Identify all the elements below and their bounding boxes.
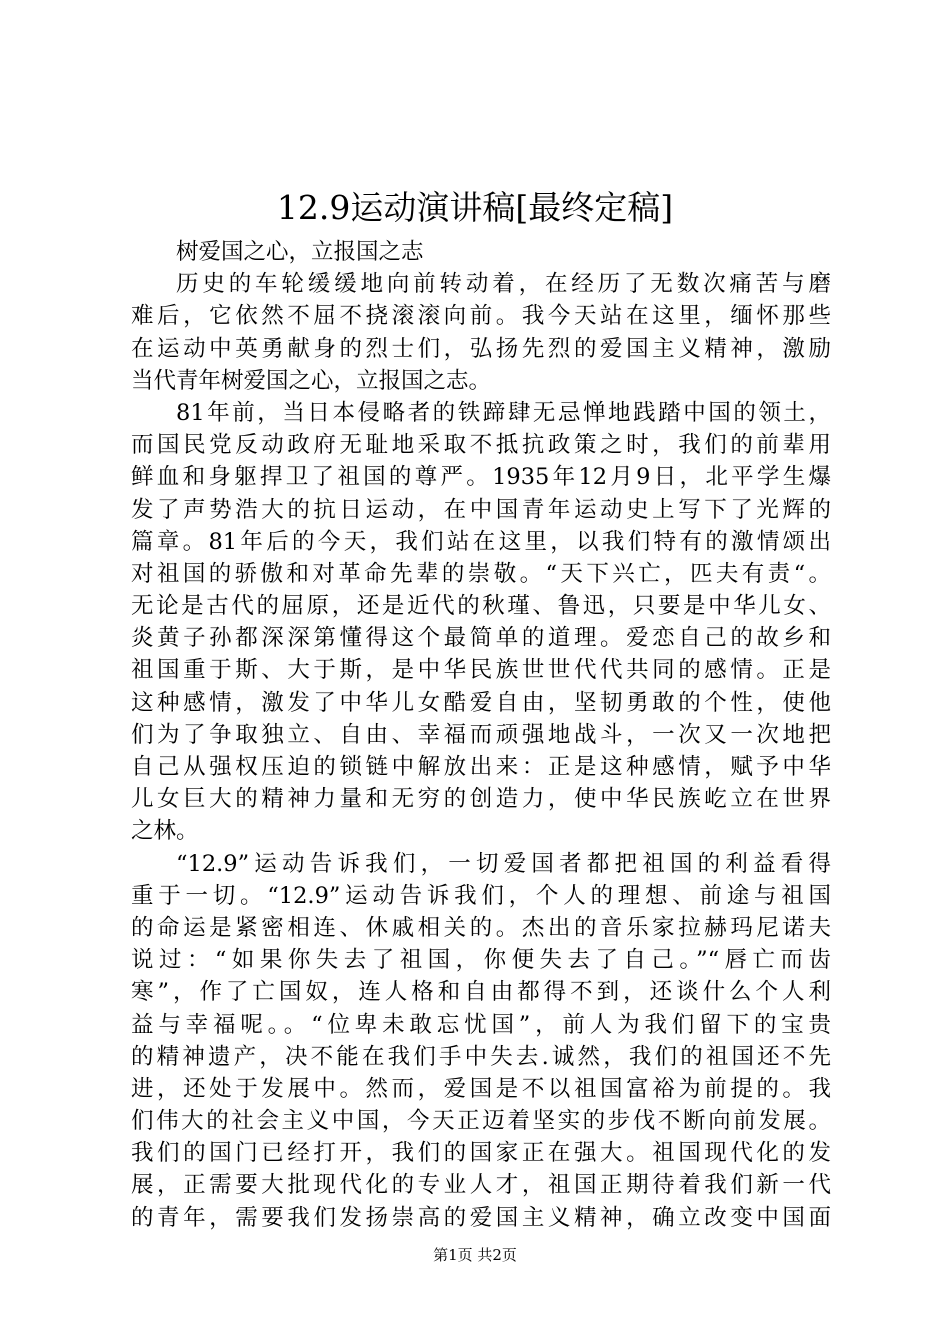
page-number-footer: 第1页 共2页: [433, 1246, 517, 1264]
body-line: 81年前，当日本侵略者的铁蹄肆无忌惮地践踏中国的领土，: [176, 399, 831, 426]
document-body: [131, 236, 831, 1234]
body-line: 发了声势浩大的抗日运动，在中国青年运动史上写下了光辉的: [131, 496, 831, 523]
body-line: 炎黄子孙都深深第懂得这个最简单的道理。爱恋自己的故乡和: [131, 625, 831, 652]
body-line: 说过：“如果你失去了祖国，你便失去了自己。”“唇亡而齿: [131, 947, 831, 974]
body-line: 儿女巨大的精神力量和无穷的创造力，使中华民族屹立在世界: [131, 786, 831, 813]
body-line: 展，正需要大批现代化的专业人才，祖国正期待着我们新一代: [131, 1172, 831, 1199]
body-line: 在运动中英勇献身的烈士们，弘扬先烈的爱国主义精神，激励: [131, 335, 831, 362]
body-line: 的精神遗产，决不能在我们手中失去.诚然，我们的祖国还不先: [131, 1043, 831, 1070]
body-line: 鲜血和身躯捍卫了祖国的尊严。1935年12月9日，北平学生爆: [131, 464, 831, 491]
document-title: 12.9运动演讲稿[最终定稿]: [276, 188, 674, 227]
body-line: 这种感情，激发了中华儿女酷爱自由，坚韧勇敢的个性，使他: [131, 689, 831, 716]
body-line: 无论是古代的屈原，还是近代的秋瑾、鲁迅，只要是中华儿女、: [131, 593, 831, 620]
body-line: 篇章。81年后的今天，我们站在这里，以我们特有的激情颂出: [131, 528, 831, 555]
body-line: 我们的国门已经打开，我们的国家正在强大。祖国现代化的发: [131, 1140, 831, 1167]
body-line: 们伟大的社会主义中国，今天正迈着坚实的步伐不断向前发展。: [131, 1108, 831, 1135]
body-line: 祖国重于斯、大于斯，是中华民族世世代代共同的感情。正是: [131, 657, 831, 684]
body-line: 自己从强权压迫的锁链中解放出来：正是这种感情，赋予中华: [131, 754, 831, 780]
body-line: 的青年，需要我们发扬崇高的爱国主义精神，确立改变中国面: [131, 1204, 831, 1231]
body-line: 益与幸福呢。。“位卑未敢忘忧国”，前人为我们留下的宝贵: [131, 1011, 831, 1038]
body-line: 寒”，作了亡国奴，连人格和自由都得不到，还谈什么个人利: [131, 979, 831, 1006]
body-line: 重于一切。“12.9”运动告诉我们，个人的理想、前途与祖国: [131, 882, 831, 909]
body-line: 历史的车轮缓缓地向前转动着，在经历了无数次痛苦与磨: [176, 271, 831, 298]
subtitle-line: 树爱国之心，立报国之志: [176, 239, 424, 265]
body-line: 的命运是紧密相连、休戚相关的。杰出的音乐家拉赫玛尼诺夫: [131, 914, 831, 941]
body-line: “12.9”运动告诉我们，一切爱国者都把祖国的利益看得: [176, 850, 831, 877]
body-line: 们为了争取独立、自由、幸福而顽强地战斗，一次又一次地把: [131, 721, 831, 748]
body-line: 进，还处于发展中。然而，爱国是不以祖国富裕为前提的。我: [131, 1075, 831, 1102]
body-line: 而国民党反动政府无耻地采取不抵抗政策之时，我们的前辈用: [131, 432, 831, 459]
body-line: 难后，它依然不屈不挠滚滚向前。我今天站在这里，缅怀那些: [131, 303, 831, 330]
body-line: 当代青年树爱国之心，立报国之志。: [131, 367, 492, 394]
body-line: 之林。: [131, 818, 199, 845]
body-line: 对祖国的骄傲和对革命先辈的崇敬。“天下兴亡，匹夫有责“。: [131, 560, 831, 587]
